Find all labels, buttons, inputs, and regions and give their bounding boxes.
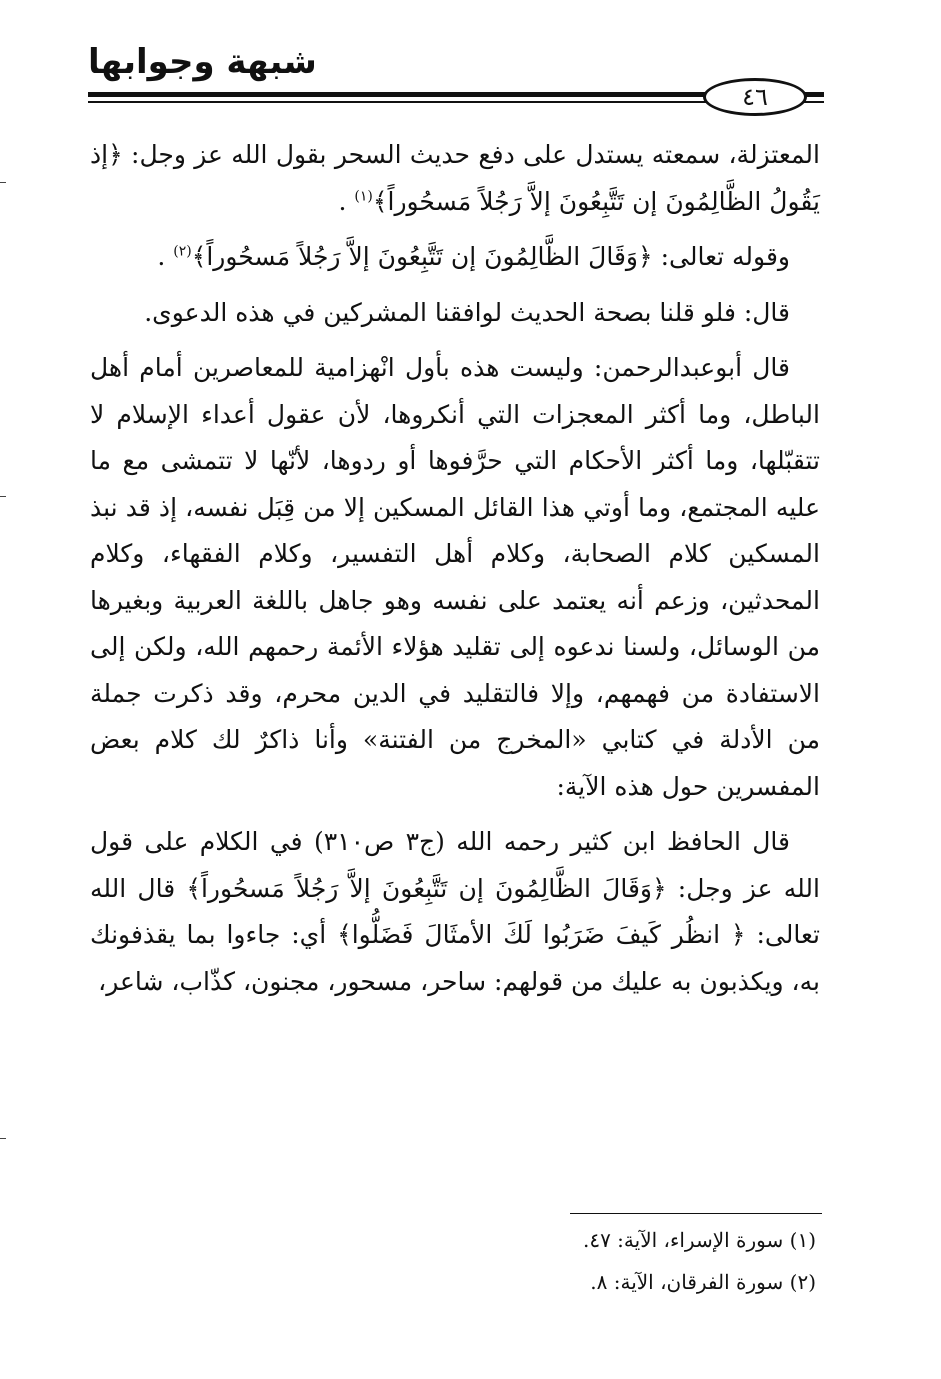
- footnote-reference: (٢): [173, 243, 192, 260]
- scan-mark: [0, 496, 6, 497]
- body-text: [90, 132, 820, 1014]
- quran-verse: ﴿ انظُر كَيفَ ضَرَبُوا لَكَ الأمثَالَ فَضَلُّوا﴾: [337, 920, 746, 949]
- quran-verse: ﴿إذ يَقُولُ الظَّالِمُونَ إن تَتَّبِعُونَ إلاَّ رَجُلاً مَسحُوراً﴾: [90, 140, 820, 216]
- scan-mark: [0, 1138, 6, 1139]
- footnote-reference: (١): [354, 188, 373, 205]
- scan-mark: [0, 182, 6, 183]
- footnote: (١) سورة الإسراء، الآية: ٤٧.: [582, 1228, 816, 1252]
- paragraph: [90, 234, 820, 281]
- paragraph: قال أبوعبدالرحمن: وليست هذه بأول انْهزامية للمعاصرين أمام أهل الباطل، وما أكثر المعجزات التي أنكروها، لأن عقول أعداء الإسلام لا تتقبّلها، وما أكثر الأحكام التي حرَّفوها أو ردوها، لأنّها لا تتمشى مع ما عليه المجتمع، وما أوتي هذا القائل المسكين إلا من قِبَل نفسه، إذ قد نبذ المسكين كلام الصحابة، وكلام أهل التفسير، وكلام الفقهاء، وكلام المحدثين، وزعم أنه يعتمد على نفسه وهو جاهل باللغة العربية وبغيرها من الوسائل، ولسنا ندعوه إلى تقليد هؤلاء الأئمة رحمهم الله، ولكن إلى الاستفادة من فهمهم، وإلا فالتقليد في الدين محرم، وقد ذكرت جملة من الأدلة في كتابي «المخرج من الفتنة» وأنا ذاكرٌ لك كلام بعض المفسرين حول هذه الآية:: [90, 353, 820, 801]
- paragraph: [90, 819, 820, 1005]
- paragraph: قال: فلو قلنا بصحة الحديث لوافقنا المشركين في هذه الدعوى.: [144, 297, 790, 327]
- quran-verse: ﴿وَقَالَ الظَّالِمُونَ إن تَتَّبِعُونَ إلاَّ رَجُلاً مَسحُوراً﴾: [191, 242, 653, 271]
- footnote-separator: [570, 1213, 822, 1214]
- paragraph-text: قال الحافظ ابن كثير رحمه الله (ج٣ ص٣١٠) في الكلام على قول الله عز وجل:: [90, 827, 820, 903]
- footnotes: [470, 1224, 816, 1308]
- footnote: (٢) سورة الفرقان، الآية: ٨.: [590, 1270, 816, 1294]
- paragraph-text: .: [338, 186, 355, 216]
- paragraph-text: .: [157, 242, 174, 271]
- running-header-title: شبهة وجوابها: [88, 42, 317, 82]
- paragraph-text: المعتزلة، سمعته يستدل على دفع حديث السحر بقول الله عز وجل:: [122, 140, 820, 169]
- quran-verse: ﴿وَقَالَ الظَّالِمُونَ إن تَتَّبِعُونَ إلاَّ رَجُلاً مَسحُوراً﴾: [186, 873, 667, 903]
- paragraph-text: أي: جاءوا بما يقذفونك به، ويكذبون به عليك من قولهم: ساحر، مسحور، مجنون، كذّاب، شاعر،: [90, 920, 820, 996]
- paragraph-text: وقوله تعالى:: [652, 242, 790, 271]
- paragraph-text: قال الله تعالى:: [90, 873, 820, 949]
- page-number: ٤٦: [703, 78, 807, 116]
- paragraph: [90, 132, 820, 225]
